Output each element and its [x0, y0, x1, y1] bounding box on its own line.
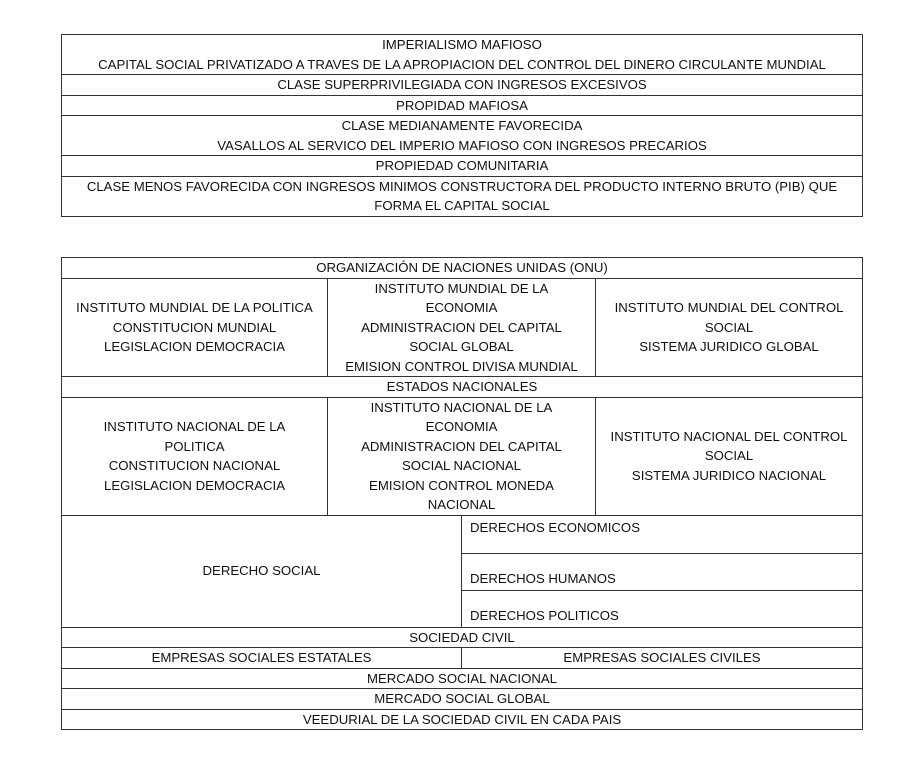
propiedad-comunitaria-text: PROPIEDAD COMUNITARIA	[375, 158, 549, 173]
clase-menos-favorecida-text: CLASE MENOS FAVORECIDA CON INGRESOS MINIMOS CONSTRUCTORA DEL PRODUCTO INTERNO BRUTO (PIB) QUE	[86, 178, 838, 194]
instituto-nacional-politica-cell	[62, 398, 328, 515]
empresas-civiles-text: EMPRESAS SOCIALES CIVILES	[563, 650, 761, 665]
derechos-list	[462, 516, 862, 627]
derecho-social-cell	[62, 516, 462, 627]
cell-line: POLITICA	[164, 438, 225, 454]
sociedad-civil-row	[62, 628, 862, 649]
estados-nacionales-text: ESTADOS NACIONALES	[386, 379, 538, 394]
clase-medianamente-row	[62, 116, 862, 156]
cell-line: CONSTITUCION NACIONAL	[108, 458, 281, 473]
cell-line: INSTITUTO NACIONAL DE LA	[103, 419, 286, 434]
clase-superprivilegiada-text: CLASE SUPERPRIVILEGIADA CON INGRESOS EXCESIVOS	[277, 77, 647, 92]
cell-line: INSTITUTO MUNDIAL DE LA POLITICA	[76, 300, 313, 315]
derechos-politicos-cell	[462, 591, 862, 627]
clase-medianamente-text: CLASE MEDIANAMENTE FAVORECIDA	[341, 118, 583, 133]
mercado-nacional-row	[62, 669, 862, 690]
mercado-global-text: MERCADO SOCIAL GLOBAL	[374, 691, 550, 706]
cell-line: ADMINISTRACION DEL CAPITAL	[361, 319, 562, 335]
derechos-politicos-text: DERECHOS POLITICOS	[470, 608, 619, 624]
derechos-economicos-text: DERECHOS ECONOMICOS	[470, 519, 640, 535]
cell-line: SISTEMA JURIDICO GLOBAL	[639, 339, 819, 354]
cell-line: ECONOMIA	[425, 300, 498, 315]
empresas-civiles-cell	[462, 648, 862, 668]
cell-line: EMISION CONTROL MONEDA	[369, 477, 554, 493]
derecho-social-row	[62, 516, 862, 628]
clase-menos-favorecida-row	[62, 177, 862, 216]
onu-row	[62, 258, 862, 279]
cell-line: EMISION CONTROL DIVISA MUNDIAL	[345, 358, 578, 374]
cell-line: ECONOMIA	[425, 419, 498, 434]
propiedad-mafiosa-row	[62, 96, 862, 117]
instituto-nacional-economia-cell	[328, 398, 596, 515]
empresas-estatales-text: EMPRESAS SOCIALES ESTATALES	[151, 650, 372, 665]
empresas-estatales-cell	[62, 648, 462, 668]
cell-line: LEGISLACION DEMOCRACIA	[104, 477, 285, 493]
cell-line: INSTITUTO MUNDIAL DE LA	[374, 280, 549, 296]
derechos-humanos-cell	[462, 554, 862, 591]
derechos-economicos-cell	[462, 516, 862, 555]
mundial-row	[62, 279, 862, 378]
propiedad-comunitaria-row	[62, 156, 862, 177]
cell-line: SOCIAL NACIONAL	[402, 458, 521, 473]
cell-line: CONSTITUCION MUNDIAL	[112, 319, 277, 335]
propiedad-mafiosa-text: PROPIDAD MAFIOSA	[396, 97, 528, 113]
cell-line: SISTEMA JURIDICO NACIONAL	[631, 467, 827, 483]
cell-line: SOCIAL	[704, 448, 754, 464]
sociedad-civil-text: SOCIEDAD CIVIL	[409, 629, 515, 645]
mercado-global-row	[62, 689, 862, 710]
imperialismo-row	[62, 35, 862, 75]
mercado-nacional-text: MERCADO SOCIAL NACIONAL	[366, 670, 558, 686]
instituto-mundial-politica-cell	[62, 279, 328, 377]
cell-line: INSTITUTO NACIONAL DEL CONTROL	[610, 428, 848, 444]
derecho-social-text: DERECHO SOCIAL	[202, 563, 321, 579]
instituto-mundial-economia-cell	[328, 279, 596, 377]
veeduria-text: VEEDURIAL DE LA SOCIEDAD CIVIL EN CADA PAIS	[302, 711, 622, 727]
vasallos-text: VASALLOS AL SERVICO DEL IMPERIO MAFIOSO CON INGRESOS PRECARIOS	[217, 137, 707, 153]
nacional-row	[62, 398, 862, 516]
instituto-nacional-control-cell	[596, 398, 862, 515]
cell-line: SOCIAL	[704, 319, 754, 335]
derechos-humanos-text: DERECHOS HUMANOS	[470, 571, 616, 587]
class-structure-table	[61, 34, 863, 217]
clase-superprivilegiada-row	[62, 75, 862, 96]
cell-line: LEGISLACION DEMOCRACIA	[104, 339, 285, 354]
capital-social-text: FORMA EL CAPITAL SOCIAL	[374, 198, 550, 213]
imperialismo-title: IMPERIALISMO MAFIOSO	[382, 37, 542, 52]
onu-text: ORGANIZACIÓN DE NACIONES UNIDAS (ONU)	[316, 260, 608, 275]
cell-line: INSTITUTO NACIONAL DE LA	[370, 399, 553, 415]
veeduria-row	[62, 710, 862, 730]
cell-line: INSTITUTO MUNDIAL DEL CONTROL	[614, 300, 844, 315]
instituto-mundial-control-cell	[596, 279, 862, 377]
capital-privatizado-text: CAPITAL SOCIAL PRIVATIZADO A TRAVES DE LA APROPIACION DEL CONTROL DEL DINERO CIRCULANTE MUNDIAL	[98, 56, 826, 72]
empresas-row	[62, 648, 862, 669]
estados-nacionales-row	[62, 377, 862, 398]
cell-line: SOCIAL GLOBAL	[409, 339, 514, 354]
cell-line: NACIONAL	[427, 497, 496, 512]
cell-line: ADMINISTRACION DEL CAPITAL	[361, 438, 562, 454]
institutional-structure-table	[61, 257, 863, 730]
